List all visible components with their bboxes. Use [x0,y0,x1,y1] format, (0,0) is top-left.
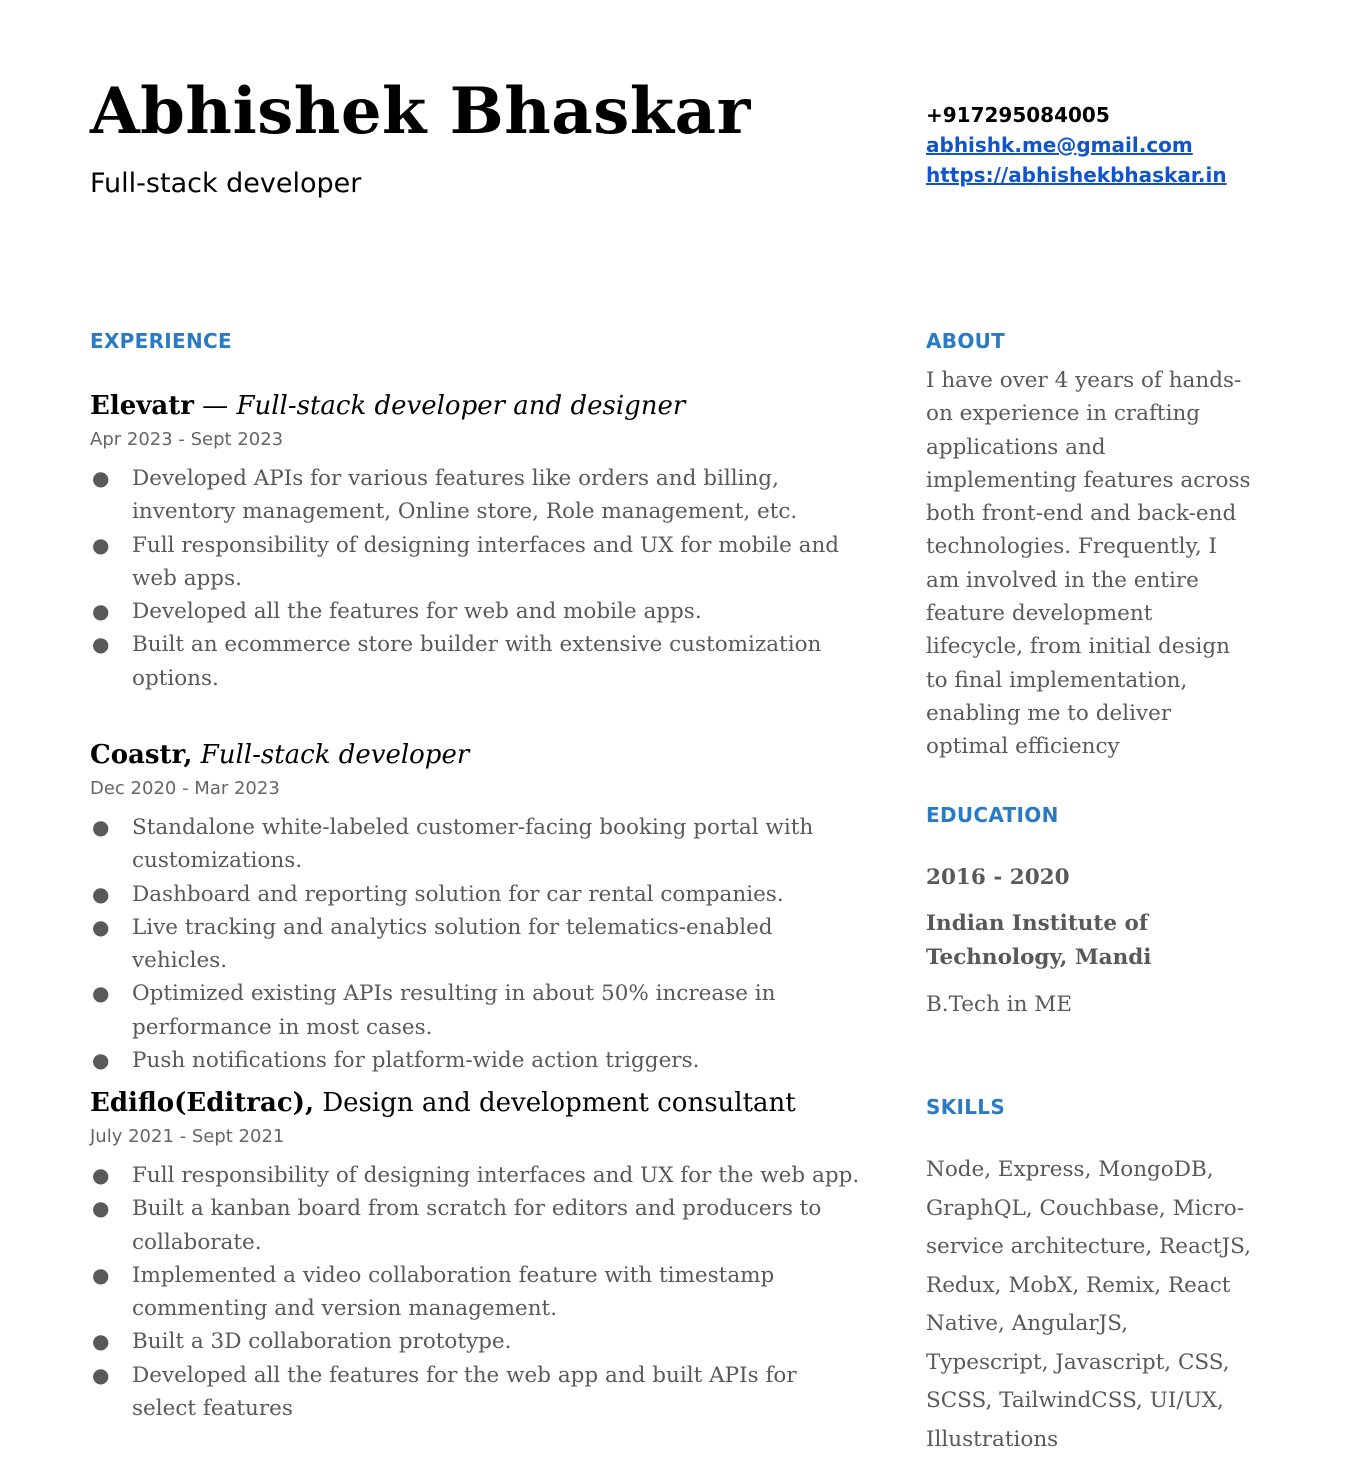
bullet-dot-icon: ● [92,1362,110,1387]
job-role: Full-stack developer and designer [236,391,686,421]
website-link[interactable]: https://abhishekbhaskar.in [926,163,1227,187]
bullet-dot-icon: ● [92,599,110,624]
job-bullets [90,1159,860,1425]
candidate-role: Full-stack developer [90,168,362,199]
bullet-dot-icon: ● [92,1048,110,1073]
job-company: Ediflo(Editrac), [90,1088,315,1118]
candidate-name: Abhishek Bhaskar [90,74,751,149]
bullet-dot-icon: ● [92,1196,110,1221]
job-entry [90,738,860,1077]
job-entry [90,389,860,695]
bullet-dot-icon: ● [92,815,110,839]
job-role: Full-stack developer [200,740,470,770]
bullet-item: ● Developed all the features for web and mobile apps. [90,595,860,628]
job-company: Coastr, [90,740,193,770]
about-heading: ABOUT [926,329,1006,353]
experience-heading: EXPERIENCE [90,329,232,353]
bullet-item: ● Built a 3D collaboration prototype. [90,1325,860,1358]
bullet-dot-icon: ● [92,1163,110,1187]
bullet-item: ● Standalone white-labeled customer-facing booking portal with customizations. [90,811,860,878]
job-entry [90,1086,860,1425]
bullet-dot-icon: ● [92,1262,110,1287]
job-bullets [90,462,860,695]
bullet-item: ● Developed all the features for the web app and built APIs for select features [90,1359,860,1426]
job-dates: July 2021 - Sept 2021 [90,1126,285,1147]
bullet-dot-icon: ● [92,632,110,657]
bullet-item: ● Live tracking and analytics solution for telematics-enabled vehicles. [90,911,860,978]
bullet-dot-icon: ● [92,1329,110,1354]
bullet-item: ● Built an ecommerce store builder with extensive customization options. [90,628,860,695]
bullet-item: ● Implemented a video collaboration feature with timestamp commenting and version management. [90,1259,860,1326]
skills-heading: SKILLS [926,1095,1006,1119]
bullet-dot-icon: ● [92,981,110,1006]
job-title [90,1086,860,1120]
job-title [90,738,860,772]
job-dates: Apr 2023 - Sept 2023 [90,429,284,450]
education-years: 2016 - 2020 [926,865,1070,890]
skills-text: Node, Express, MongoDB, GraphQL, Couchbase, Micro-service architecture, ReactJS, Redux, MobX, Remix, React Native, AngularJS, Typescript, Javascript, CSS, SCSS, TailwindCSS, UI/UX, Illustrations [926,1157,1251,1452]
job-title [90,389,860,423]
education-school: Indian Institute of Technology, Mandi [926,911,1152,970]
job-separator [192,740,200,770]
bullet-item: ● Dashboard and reporting solution for car rental companies. [90,878,860,911]
bullet-item: ● Developed APIs for various features like orders and billing, inventory management, Online store, Role management, etc. [90,462,860,529]
phone-number: +917295084005 [926,103,1110,127]
contact-block [926,100,1227,190]
education-heading: EDUCATION [926,803,1059,827]
job-dates: Dec 2020 - Mar 2023 [90,778,280,799]
bullet-dot-icon: ● [92,532,110,557]
email-link[interactable]: abhishk.me@gmail.com [926,133,1193,157]
about-text: I have over 4 years of hands-on experience in crafting applications and implementing features across both front-end and back-end technologies. Frequently, I am involved in the entire feature development lifecycle, from initial design to final implementation, enabling me to deliver optimal efficiency [926,368,1251,760]
bullet-dot-icon: ● [92,914,110,939]
bullet-item: ● Full responsibility of designing interfaces and UX for mobile and web apps. [90,529,860,596]
bullet-item: ● Optimized existing APIs resulting in about 50% increase in performance in most cases. [90,977,860,1044]
job-separator: — [193,391,237,421]
job-company: Elevatr [90,391,194,421]
job-role: Design and development consultant [322,1088,796,1118]
bullet-item: ● Push notifications for platform-wide action triggers. [90,1044,860,1077]
bullet-item: ● Full responsibility of designing interfaces and UX for the web app. [90,1159,860,1192]
education-degree: B.Tech in ME [926,992,1073,1017]
bullet-dot-icon: ● [92,881,110,906]
bullet-item: ● Built a kanban board from scratch for editors and producers to collaborate. [90,1192,860,1259]
bullet-dot-icon: ● [92,466,110,490]
job-bullets [90,811,860,1077]
